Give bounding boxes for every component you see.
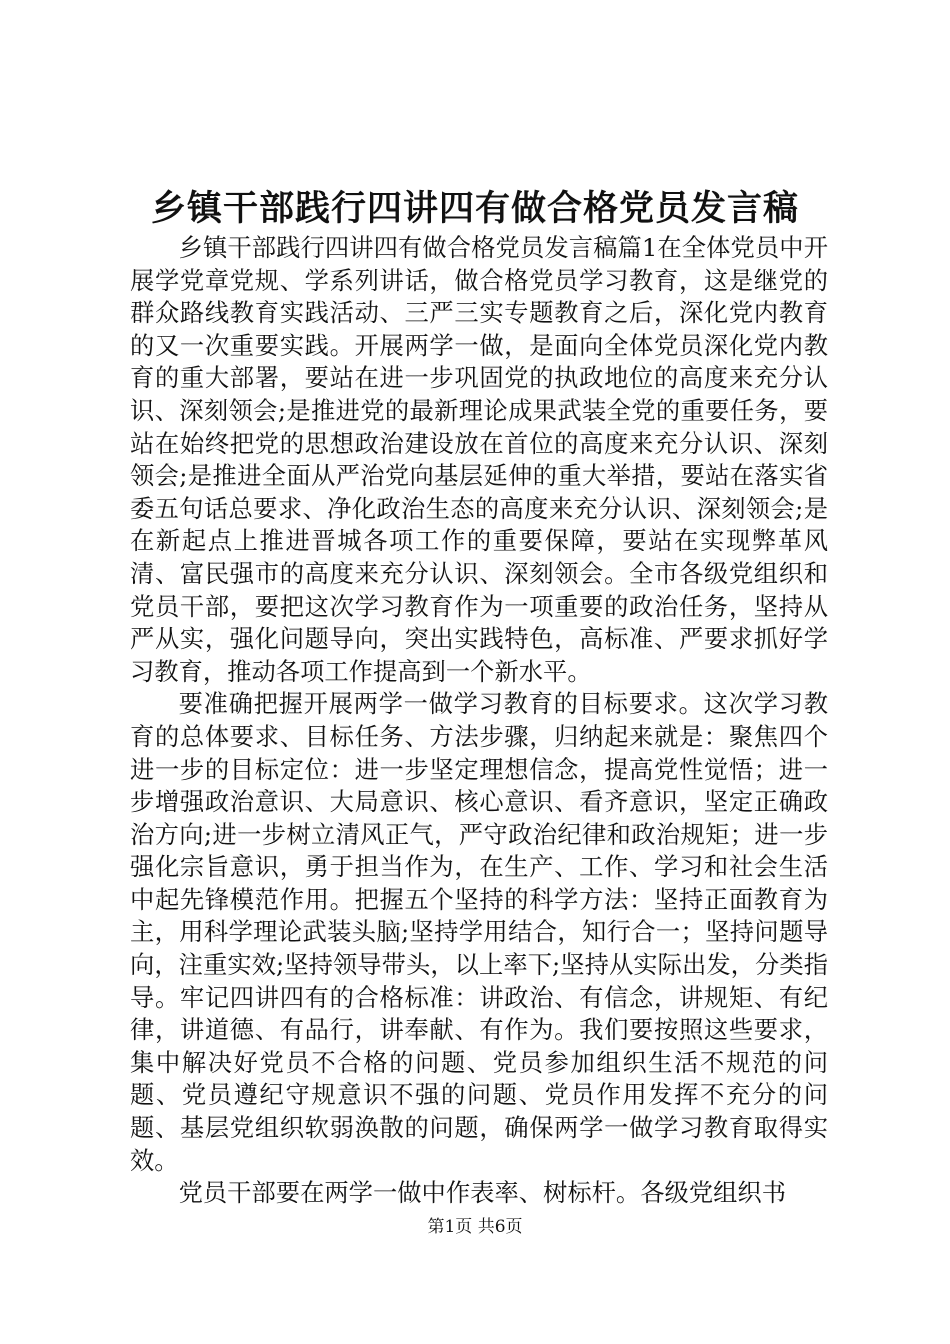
paragraph: 乡镇干部践行四讲四有做合格党员发言稿篇1在全体党员中开展学党章党规、学系列讲话，做合格党员学习教育，这是继党的群众路线教育实践活动、三严三实专题教育之后，深化党内教育的又一次重要实践。开展两学一做，是面向全体党员深化党内教育的重大部署，要站在进一步巩固党的执政地位的高度来充分认识、深刻领会;是推进党的最新理论成果武装全党的重要任务，要站在始终把党的思想政治建设放在首位的高度来充分认识、深刻领会;是推进全面从严治党向基层延伸的重大举措，要站在落实省委五句话总要求、净化政治生态的高度来充分认识、深刻领会;是在新起点上推进晋城各项工作的重要保障，要站在实现弊革风清、富民强市的高度来充分认识、深刻领会。全市各级党组织和党员干部，要把这次学习教育作为一项重要的政治任务，坚持从严从实，强化问题导向，突出实践特色，高标准、严要求抓好学习教育，推动各项工作提高到一个新水平。 — [130, 233, 828, 686]
paragraph: 要准确把握开展两学一做学习教育的目标要求。这次学习教育的总体要求、目标任务、方法步骤，归纳起来就是：聚焦四个进一步的目标定位：进一步坚定理想信念，提高党性觉悟；进一步增强政治意识、大局意识、核心意识、看齐意识，坚定正确政治方向;进一步树立清风正气，严守政治纪律和政治规矩；进一步强化宗旨意识，勇于担当作为，在生产、工作、学习和社会生活中起先锋模范作用。把握五个坚持的科学方法：坚持正面教育为主，用科学理论武装头脑;坚持学用结合，知行合一；坚持问题导向，注重实效;坚持领导带头，以上率下;坚持从实际出发，分类指导。牢记四讲四有的合格标准：讲政治、有信念，讲规矩、有纪律，讲道德、有品行，讲奉献、有作为。我们要按照这些要求，集中解决好党员不合格的问题、党员参加组织生活不规范的问题、党员遵纪守规意识不强的问题、党员作用发挥不充分的问题、基层党组织软弱涣散的问题，确保两学一做学习教育取得实效。 — [130, 689, 828, 1175]
paragraph: 党员干部要在两学一做中作表率、树标杆。各级党组织书 — [178, 1178, 787, 1208]
document-body — [130, 232, 828, 1210]
page-footer: 第1页 共6页 — [427, 1217, 523, 1237]
document-title: 乡镇干部践行四讲四有做合格党员发言稿 — [150, 188, 799, 229]
